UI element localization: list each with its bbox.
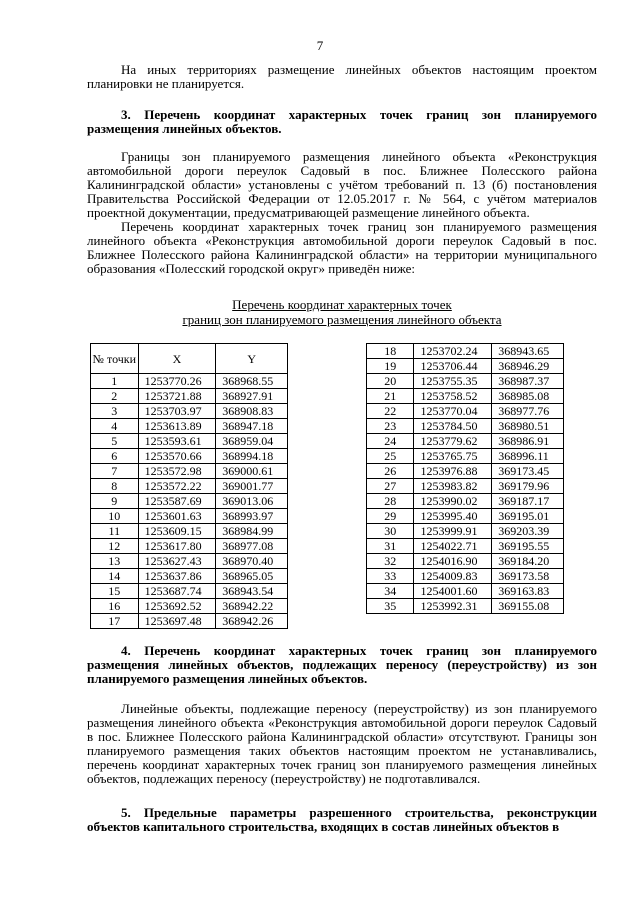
table-row xyxy=(367,539,564,554)
point-number-cell: 15 xyxy=(91,584,139,599)
point-number-cell: 33 xyxy=(367,569,414,584)
page-number: 7 xyxy=(316,38,324,53)
point-number-cell: 32 xyxy=(367,554,414,569)
x-coordinate-cell: 1253765.75 xyxy=(414,449,492,464)
x-coordinate-cell: 1253697.48 xyxy=(138,614,216,629)
table-row xyxy=(91,404,288,419)
x-coordinate-cell: 1253999.91 xyxy=(414,524,492,539)
x-coordinate-cell: 1253609.15 xyxy=(138,524,216,539)
x-coordinate-cell: 1253637.86 xyxy=(138,569,216,584)
point-number-cell: 1 xyxy=(91,374,139,389)
x-coordinate-cell: 1253572.22 xyxy=(138,479,216,494)
point-number-cell: 17 xyxy=(91,614,139,629)
x-coordinate-cell: 1253703.97 xyxy=(138,404,216,419)
x-coordinate-cell: 1253779.62 xyxy=(414,434,492,449)
x-coordinate-cell: 1253572.98 xyxy=(138,464,216,479)
y-coordinate-cell: 368942.22 xyxy=(216,599,288,614)
table-row xyxy=(91,389,288,404)
x-coordinate-cell: 1253983.82 xyxy=(414,479,492,494)
x-coordinate-cell: 1254009.83 xyxy=(414,569,492,584)
y-coordinate-cell: 369179.96 xyxy=(492,479,564,494)
x-coordinate-cell: 1253755.35 xyxy=(414,374,492,389)
x-coordinate-cell: 1253692.52 xyxy=(138,599,216,614)
table-row xyxy=(367,509,564,524)
point-number-cell: 4 xyxy=(91,419,139,434)
point-number-cell: 5 xyxy=(91,434,139,449)
y-coordinate-cell: 369184.20 xyxy=(492,554,564,569)
y-coordinate-cell: 369163.83 xyxy=(492,584,564,599)
table-row xyxy=(91,464,288,479)
point-number-cell: 10 xyxy=(91,509,139,524)
y-coordinate-cell: 369155.08 xyxy=(492,599,564,614)
point-number-cell: 27 xyxy=(367,479,414,494)
y-coordinate-cell: 368943.54 xyxy=(216,584,288,599)
y-coordinate-cell: 368977.76 xyxy=(492,404,564,419)
point-number-cell: 19 xyxy=(367,359,414,374)
y-coordinate-cell: 368959.04 xyxy=(216,434,288,449)
point-number-cell: 31 xyxy=(367,539,414,554)
table-caption-line-1: Перечень координат характерных точек xyxy=(232,297,452,312)
table-row xyxy=(367,479,564,494)
table-row xyxy=(91,614,288,629)
table-row xyxy=(91,479,288,494)
table-row xyxy=(367,389,564,404)
y-coordinate-cell: 369203.39 xyxy=(492,524,564,539)
point-number-cell: 3 xyxy=(91,404,139,419)
table-row xyxy=(91,584,288,599)
table-caption-line-2: границ зон планируемого размещения линейного объекта xyxy=(182,312,502,327)
y-coordinate-cell: 368987.37 xyxy=(492,374,564,389)
y-coordinate-cell: 368968.55 xyxy=(216,374,288,389)
table-row xyxy=(367,524,564,539)
point-number-cell: 2 xyxy=(91,389,139,404)
point-number-cell: 29 xyxy=(367,509,414,524)
table-row xyxy=(91,434,288,449)
y-coordinate-cell: 368977.08 xyxy=(216,539,288,554)
y-coordinate-cell: 369187.17 xyxy=(492,494,564,509)
point-number-cell: 11 xyxy=(91,524,139,539)
point-number-cell: 8 xyxy=(91,479,139,494)
y-coordinate-cell: 368996.11 xyxy=(492,449,564,464)
x-coordinate-cell: 1253976.88 xyxy=(414,464,492,479)
point-number-cell: 22 xyxy=(367,404,414,419)
y-coordinate-cell: 368946.29 xyxy=(492,359,564,374)
x-coordinate-cell: 1253770.04 xyxy=(414,404,492,419)
x-coordinate-cell: 1253570.66 xyxy=(138,449,216,464)
header-point-number: № точки xyxy=(91,344,139,374)
x-coordinate-cell: 1253995.40 xyxy=(414,509,492,524)
point-number-cell: 34 xyxy=(367,584,414,599)
x-coordinate-cell: 1253601.63 xyxy=(138,509,216,524)
y-coordinate-cell: 369013.06 xyxy=(216,494,288,509)
section-4-heading: 4. Перечень координат характерных точек границ зон планируемого размещения линейных объектов, подлежащих переносу (переустройству) из зон планируемого размещения линейных объектов. xyxy=(87,643,597,686)
x-coordinate-cell: 1253992.31 xyxy=(414,599,492,614)
y-coordinate-cell: 368993.97 xyxy=(216,509,288,524)
y-coordinate-cell: 368965.05 xyxy=(216,569,288,584)
x-coordinate-cell: 1253784.50 xyxy=(414,419,492,434)
y-coordinate-cell: 368943.65 xyxy=(492,344,564,359)
header-x: X xyxy=(138,344,216,374)
point-number-cell: 25 xyxy=(367,449,414,464)
point-number-cell: 21 xyxy=(367,389,414,404)
table-row xyxy=(367,554,564,569)
x-coordinate-cell: 1253617.80 xyxy=(138,539,216,554)
table-caption xyxy=(87,297,597,327)
intro-paragraph: На иных территориях размещение линейных объектов настоящим проектом планировки не планируется. xyxy=(87,62,597,91)
point-number-cell: 30 xyxy=(367,524,414,539)
y-coordinate-cell: 369173.58 xyxy=(492,569,564,584)
table-row xyxy=(91,554,288,569)
table-row xyxy=(367,464,564,479)
y-coordinate-cell: 368947.18 xyxy=(216,419,288,434)
x-coordinate-cell: 1253721.88 xyxy=(138,389,216,404)
x-coordinate-cell: 1253613.89 xyxy=(138,419,216,434)
header-y: Y xyxy=(216,344,288,374)
coordinates-table-left xyxy=(90,343,288,629)
table-row xyxy=(91,494,288,509)
table-row xyxy=(91,509,288,524)
table-row xyxy=(367,584,564,599)
table-row xyxy=(91,374,288,389)
point-number-cell: 12 xyxy=(91,539,139,554)
point-number-cell: 9 xyxy=(91,494,139,509)
y-coordinate-cell: 368908.83 xyxy=(216,404,288,419)
table-row xyxy=(367,359,564,374)
table-row xyxy=(367,599,564,614)
y-coordinate-cell: 368994.18 xyxy=(216,449,288,464)
y-coordinate-cell: 369195.01 xyxy=(492,509,564,524)
point-number-cell: 24 xyxy=(367,434,414,449)
y-coordinate-cell: 368927.91 xyxy=(216,389,288,404)
y-coordinate-cell: 369195.55 xyxy=(492,539,564,554)
y-coordinate-cell: 368986.91 xyxy=(492,434,564,449)
y-coordinate-cell: 368942.26 xyxy=(216,614,288,629)
section-3-heading: 3. Перечень координат характерных точек границ зон планируемого размещения линейных объектов. xyxy=(87,107,597,136)
x-coordinate-cell: 1253706.44 xyxy=(414,359,492,374)
table-row xyxy=(367,569,564,584)
table-row xyxy=(367,494,564,509)
x-coordinate-cell: 1253702.24 xyxy=(414,344,492,359)
table-row xyxy=(367,344,564,359)
point-number-cell: 26 xyxy=(367,464,414,479)
point-number-cell: 6 xyxy=(91,449,139,464)
x-coordinate-cell: 1254016.90 xyxy=(414,554,492,569)
y-coordinate-cell: 369000.61 xyxy=(216,464,288,479)
x-coordinate-cell: 1253758.52 xyxy=(414,389,492,404)
table-row xyxy=(367,419,564,434)
table-row xyxy=(91,524,288,539)
y-coordinate-cell: 368985.08 xyxy=(492,389,564,404)
x-coordinate-cell: 1253593.61 xyxy=(138,434,216,449)
point-number-cell: 23 xyxy=(367,419,414,434)
x-coordinate-cell: 1253990.02 xyxy=(414,494,492,509)
table-row xyxy=(367,449,564,464)
point-number-cell: 20 xyxy=(367,374,414,389)
point-number-cell: 7 xyxy=(91,464,139,479)
y-coordinate-cell: 369173.45 xyxy=(492,464,564,479)
coordinates-table-right xyxy=(366,343,564,614)
x-coordinate-cell: 1253587.69 xyxy=(138,494,216,509)
y-coordinate-cell: 368984.99 xyxy=(216,524,288,539)
point-number-cell: 28 xyxy=(367,494,414,509)
point-number-cell: 13 xyxy=(91,554,139,569)
table-row xyxy=(367,404,564,419)
table-row xyxy=(367,374,564,389)
table-row xyxy=(91,569,288,584)
table-row xyxy=(367,434,564,449)
x-coordinate-cell: 1253627.43 xyxy=(138,554,216,569)
x-coordinate-cell: 1253770.26 xyxy=(138,374,216,389)
y-coordinate-cell: 368980.51 xyxy=(492,419,564,434)
x-coordinate-cell: 1254022.71 xyxy=(414,539,492,554)
section-3-paragraph-1: Границы зон планируемого размещения линейного объекта «Реконструкция автомобильной дороги переулок Садовый в пос. Ближнее Полесского района Калининградской области» установлены с учётом требований п. 13 (б) постановления Правительства Российской Федерации от 12.05.2017 г. № 564, с учётом материалов проектной документации, предусматривающей размещение линейного объекта. xyxy=(87,149,597,220)
section-5-heading: 5. Предельные параметры разрешенного строительства, реконструкции объектов капитального строительства, входящих в состав линейных объектов в xyxy=(87,805,597,834)
point-number-cell: 14 xyxy=(91,569,139,584)
table-row xyxy=(91,419,288,434)
x-coordinate-cell: 1254001.60 xyxy=(414,584,492,599)
y-coordinate-cell: 369001.77 xyxy=(216,479,288,494)
point-number-cell: 16 xyxy=(91,599,139,614)
y-coordinate-cell: 368970.40 xyxy=(216,554,288,569)
x-coordinate-cell: 1253687.74 xyxy=(138,584,216,599)
table-row xyxy=(91,539,288,554)
table-row xyxy=(91,449,288,464)
section-4-paragraph: Линейные объекты, подлежащие переносу (переустройству) из зон планируемого размещения линейного объекта «Реконструкция автомобильной дороги переулок Садовый в пос. Ближнее Полесского района Калининградской области» отсутствуют. Границы зон планируемого размещения таких объектов настоящим проектом не устанавливались, перечень координат характерных точек границ зон планируемого размещения линейных объектов, подлежащих переносу (переустройству) не подготавливался. xyxy=(87,701,597,786)
point-number-cell: 35 xyxy=(367,599,414,614)
table-row xyxy=(91,599,288,614)
section-3-paragraph-2: Перечень координат характерных точек границ зон планируемого размещения линейного объекта «Реконструкция автомобильной дороги переулок Садовый в пос. Ближнее Полесского района Калининградской области» на территории муниципального образования «Полесский городской округ» приведён ниже: xyxy=(87,219,597,276)
point-number-cell: 18 xyxy=(367,344,414,359)
